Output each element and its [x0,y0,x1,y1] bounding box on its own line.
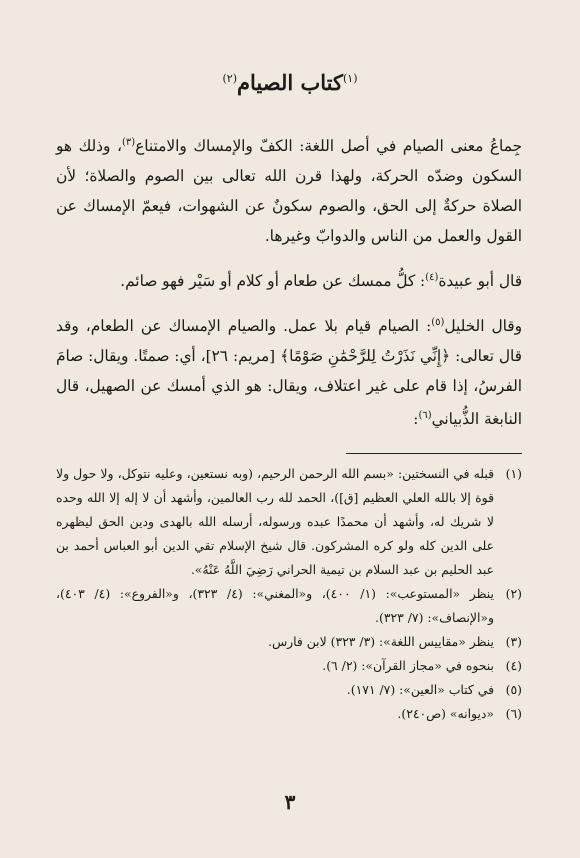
paragraph-text: : الصيام قيام بلا عمل. والصيام الإمساك عن الطعام، وقد قال تعالى: ﴿إِنِّي نَذَرْتُ لِلرَّحْمَٰنِ صَوْمًا﴾ [مريم: ٢٦]، أي: صمتًا. ويقال: صامَ الفرسُ، إذا قام على غير اعتلاف، ويقال: هو الذي أمسك عن الصهيل، قال النابغة الذُّبياني [56,317,522,429]
footnote-number: (٦) [505,706,522,721]
footnote-item [56,702,522,726]
footnote-item [56,630,522,654]
footnote-ref[interactable]: (٤) [425,272,439,284]
footnote-item [56,654,522,678]
footnote-number: (١) [505,466,522,481]
footnote-text: ينظر «مقاييس اللغة»: (٣/ ٣٢٣) لابن فارس. [268,634,494,649]
footnote-number: (٣) [505,634,522,649]
paragraph-text: : كلُّ ممسك عن طعام أو كلام أو سَيْر فهو صائم. [120,272,426,291]
footnote-number: (٢) [505,586,522,601]
footnote-number: (٥) [505,682,522,697]
page-number: ٣ [284,790,296,814]
title-footnote-ref-2[interactable]: (٢) [222,72,237,85]
paragraph-definition [56,128,522,251]
footnote-divider [346,453,522,454]
chapter-title [0,70,580,95]
footnote-item [56,462,522,582]
footnote-item [56,678,522,702]
title-footnote-ref-1[interactable]: (١) [343,72,358,85]
footnote-text: ينظر «المستوعب»: (١/ ٤٠٠)، و«المغني»: (٤/ ٣٢٣)، و«الفروع»: (٤/ ٤٠٣)، و«الإنصاف»: (٧/ ٣٢٣). [56,586,494,625]
paragraph-text: ، وذلك هو السكون وضدّه الحركة، ولهذا قرن الله تعالى بين الصوم والصلاة؛ لأن الصلاة حركةٌ إلى الحق، والصوم سكونٌ عن الشهوات، فيعمّ الإمساك عن القول والعمل من الناس والدوابّ وغيرها. [56,137,522,246]
paragraph-text: : [413,410,419,429]
paragraph-abu-ubayda [56,263,522,296]
footnotes [56,462,522,726]
paragraph-khalil [56,308,522,434]
footnote-text: قبله في النسختين: «بسم الله الرحمن الرحيم، (وبه نستعين، وعليه نتوكل، ولا حول ولا قوة إلا بالله العلي العظيم [ق])، الحمد لله رب العالمين، وأشهد أن لا إله إلا الله وحده لا شريك له، وأشهد أن محمدًا عبده ورسوله، أرسله الله بالهدى ودين الحق ليظهره على الدين كله ولو كره المشركون. قال شيخ الإسلام تقي الدين أبو العباس أحمد بن عبد الحليم بن عبد السلام بن تيمية الحراني رَضِيَ اللَّهُ عَنْهُ». [56,466,494,577]
main-text [56,128,522,434]
footnote-number: (٤) [505,658,522,673]
paragraph-text: وقال الخليل [444,317,522,336]
footnote-item [56,582,522,630]
footnote-text: «ديوانه» (ص٢٤٠). [397,706,494,721]
footnote-text: بنحوه في «مجاز القرآن»: (٢/ ٦). [322,658,494,673]
footnote-ref[interactable]: (٦) [418,410,432,422]
footnote-ref[interactable]: (٣) [121,137,136,148]
paragraph-text: جِماعُ معنى الصيام في أصل اللغة: الكفّ والإمساك والامتناع [135,137,522,156]
footnote-ref[interactable]: (٥) [431,317,445,329]
paragraph-text: قال أبو عبيدة [438,272,522,291]
footnote-text: في كتاب «العين»: (٧/ ١٧١). [346,682,494,697]
chapter-title-text: كتاب الصيام [237,70,343,95]
